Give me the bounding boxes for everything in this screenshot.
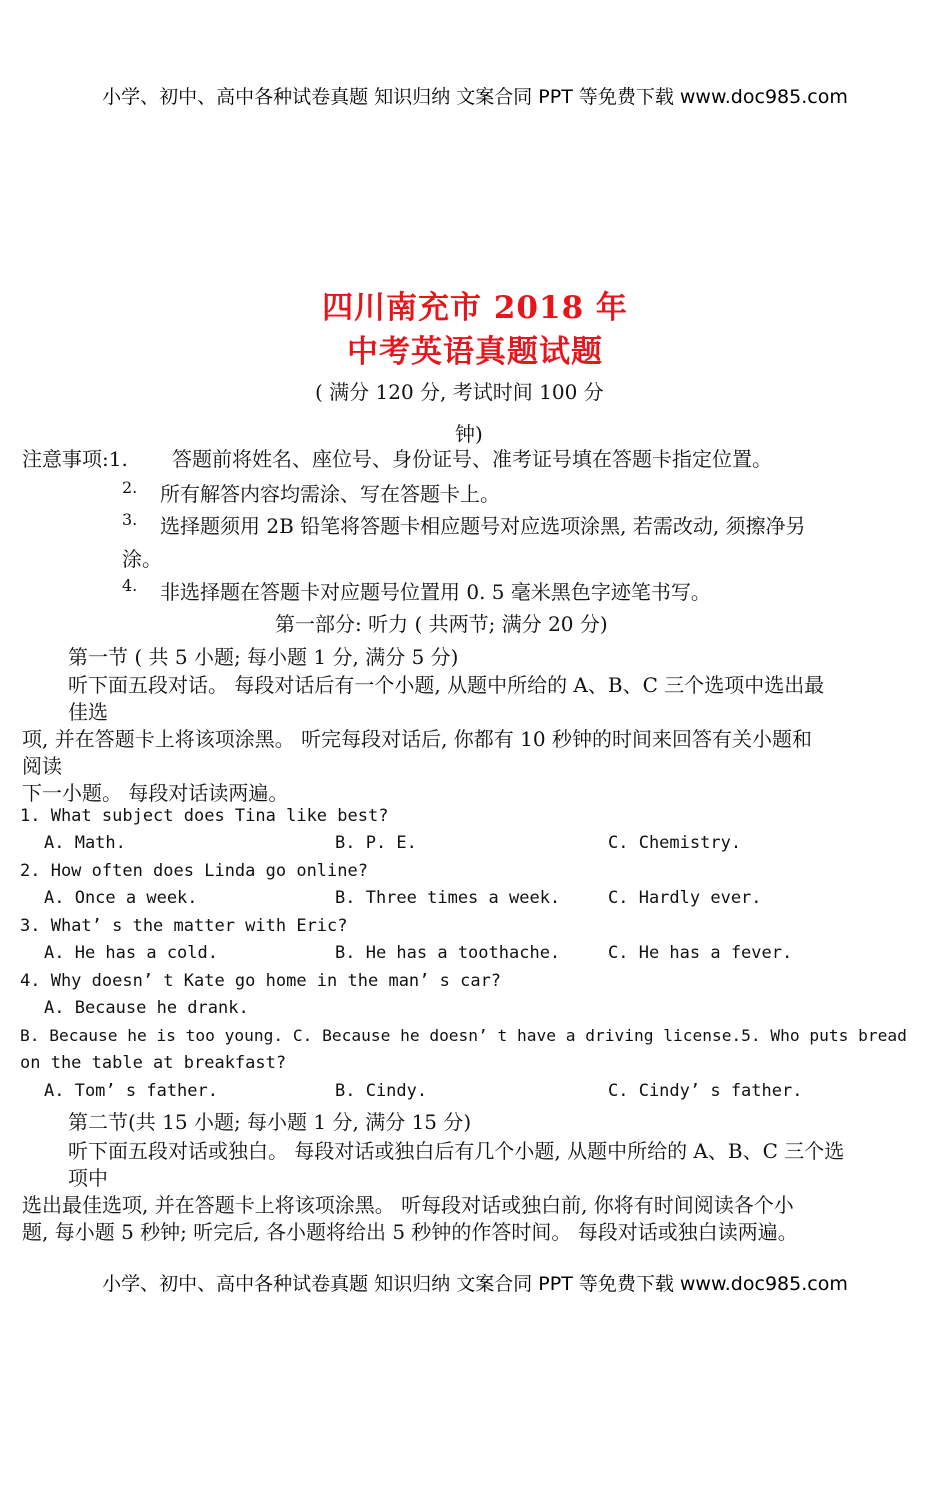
- note-2-number: 2.: [122, 478, 138, 497]
- note-4: 非选择题在答题卡对应题号位置用 0. 5 毫米黑色字迹笔书写。: [160, 580, 711, 604]
- section1-instructions: 听下面五段对话。 每段对话后有一个小题, 从题中所给的 A、B、C 三个选项中选出最: [68, 673, 825, 697]
- q1-option-c: C. Chemistry.: [608, 833, 742, 853]
- section2-instructions-line2: 选出最佳选项, 并在答题卡上将该项涂黑。 听每段对话或独白前, 你将有时间阅读各个小: [22, 1193, 794, 1217]
- q1-option-b: B. P. E.: [335, 833, 417, 853]
- note-3-number: 3.: [122, 510, 138, 529]
- question-4: 4. Why doesn’ t Kate go home in the man’ s car?: [20, 971, 502, 991]
- q4-option-a: A. Because he drank.: [44, 998, 249, 1018]
- note-3-cont: 涂。: [122, 547, 162, 571]
- q5-option-a: A. Tom’ s father.: [44, 1081, 218, 1101]
- part1-heading: 第一部分: 听力 ( 共两节; 满分 20 分): [275, 612, 608, 636]
- section2-instructions-line3: 题, 每小题 5 秒钟; 听完后, 各小题将给出 5 秒钟的作答时间。 每段对话或独白读两遍。: [22, 1220, 798, 1244]
- exam-title-line2: 中考英语真题试题: [347, 334, 603, 370]
- q1-option-a: A. Math.: [44, 833, 126, 853]
- q5-option-c: C. Cindy’ s father.: [608, 1081, 803, 1101]
- question-3: 3. What’ s the matter with Eric?: [20, 916, 348, 936]
- q5-option-b: B. Cindy.: [335, 1081, 428, 1101]
- note-2: 所有解答内容均需涂、写在答题卡上。: [160, 482, 500, 506]
- section2-instructions: 听下面五段对话或独白。 每段对话或独白后有几个小题, 从题中所给的 A、B、C 三个选: [68, 1139, 845, 1163]
- q2-option-a: A. Once a week.: [44, 888, 198, 908]
- q4-options-bc-and-question-5: B. Because he is too young. C. Because he doesn’ t have a driving license.5. Who puts bread: [20, 1026, 907, 1045]
- section2-heading: 第二节(共 15 小题; 每小题 1 分, 满分 15 分): [68, 1110, 472, 1134]
- question-5-cont: on the table at breakfast?: [20, 1053, 287, 1073]
- question-1: 1. What subject does Tina like best?: [20, 806, 389, 826]
- section1-instructions-cont: 佳选: [68, 700, 108, 724]
- section2-instructions-cont: 项中: [68, 1166, 108, 1190]
- note-3: 选择题须用 2B 铅笔将答题卡相应题号对应选项涂黑, 若需改动, 须擦净另: [160, 514, 806, 538]
- note-4-number: 4.: [122, 576, 138, 595]
- exam-subtitle-cont: 钟): [455, 422, 483, 446]
- section1-instructions-line2-cont: 阅读: [22, 754, 62, 778]
- footer-banner: 小学、初中、高中各种试卷真题 知识归纳 文案合同 PPT 等免费下载 www.doc985.com: [102, 1273, 848, 1295]
- note-1: 答题前将姓名、座位号、身份证号、准考证号填在答题卡指定位置。: [172, 447, 772, 471]
- section1-instructions-line3: 下一小题。 每段对话读两遍。: [22, 781, 289, 805]
- exam-subtitle: ( 满分 120 分, 考试时间 100 分: [315, 380, 604, 404]
- exam-title-line1: 四川南充市 2018 年: [322, 290, 628, 326]
- section1-instructions-line2: 项, 并在答题卡上将该项涂黑。 听完每段对话后, 你都有 10 秒钟的时间来回答有关小题和: [22, 727, 812, 751]
- header-banner: 小学、初中、高中各种试卷真题 知识归纳 文案合同 PPT 等免费下载 www.doc985.com: [102, 86, 848, 108]
- q2-option-c: C. Hardly ever.: [608, 888, 762, 908]
- q3-option-a: A. He has a cold.: [44, 943, 218, 963]
- q3-option-b: B. He has a toothache.: [335, 943, 561, 963]
- q2-option-b: B. Three times a week.: [335, 888, 561, 908]
- q3-option-c: C. He has a fever.: [608, 943, 793, 963]
- section1-heading: 第一节 ( 共 5 小题; 每小题 1 分, 满分 5 分): [68, 645, 459, 669]
- notes-label: 注意事项:1.: [22, 447, 128, 471]
- question-2: 2. How often does Linda go online?: [20, 861, 368, 881]
